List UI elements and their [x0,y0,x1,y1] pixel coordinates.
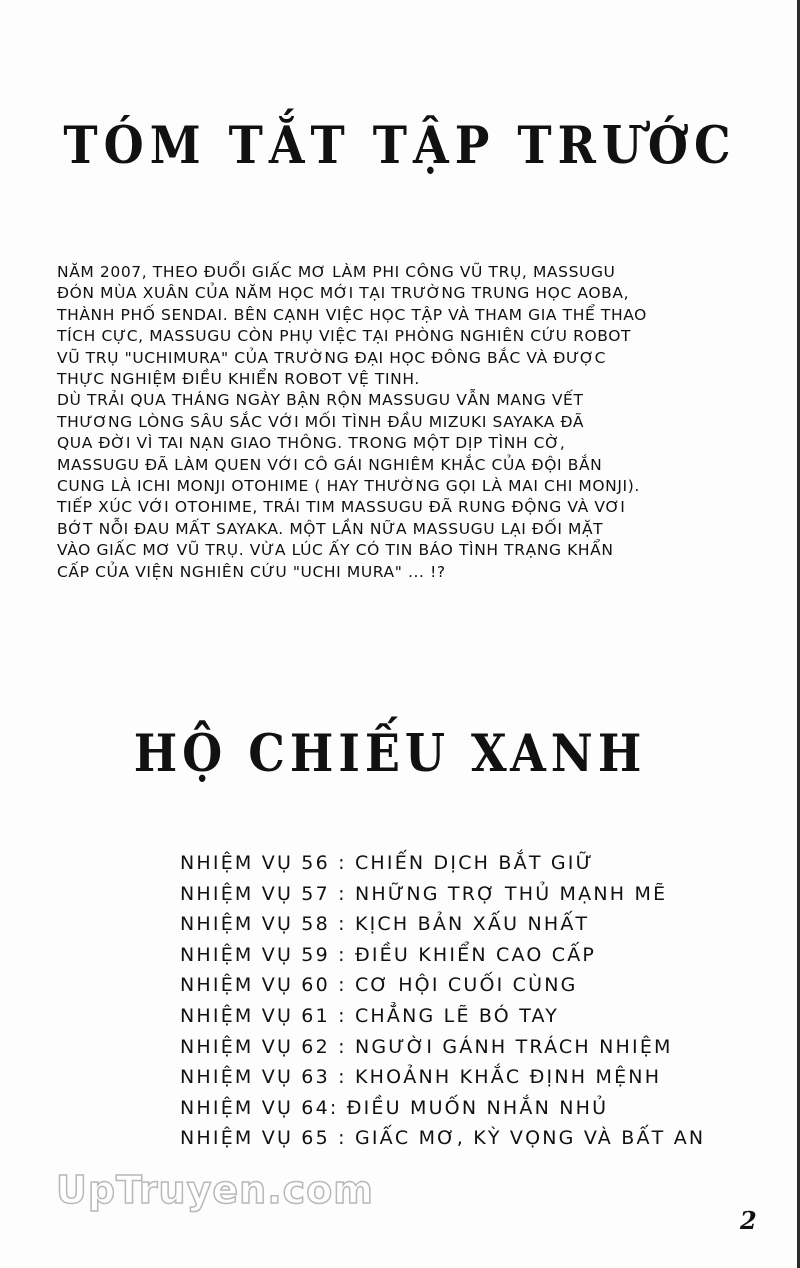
summary-line: THƯƠNG LÒNG SÂU SẮC VỚI MỐI TÌNH ĐẦU MIZUKI SAYAKA ĐÃ [57,412,585,431]
watermark: UpTruyen.com [56,1168,374,1212]
page-number: 2 [740,1206,757,1235]
mission-item: NHIỆM VỤ 64: ĐIỀU MUỐN NHẮN NHỦ [180,1096,609,1119]
summary-line: THỰC NGHIỆM ĐIỀU KHIỂN ROBOT VỆ TINH. [57,370,420,389]
summary-line: QUA ĐỜI VÌ TAI NẠN GIAO THÔNG. TRONG MỘT DỊP TÌNH CỜ, [57,434,566,453]
mission-item: NHIỆM VỤ 61 : CHẲNG LẼ BÓ TAY [180,1004,560,1027]
summary-line: ĐÓN MÙA XUÂN CỦA NĂM HỌC MỚI TẠI TRƯỜNG TRUNG HỌC AOBA, [57,284,630,303]
summary-line: BỚT NỖI ĐAU MẤT SAYAKA. MỘT LẦN NỮA MASSUGU LẠI ĐỐI MẶT [57,519,604,538]
mission-item: NHIỆM VỤ 57 : NHỮNG TRỢ THỦ MẠNH MẼ [180,882,668,905]
mission-item: NHIỆM VỤ 63 : KHOẢNH KHẮC ĐỊNH MỆNH [180,1066,662,1089]
summary-line: VŨ TRỤ "UCHIMURA" CỦA TRƯỜNG ĐẠI HỌC ĐÔNG BẮC VÀ ĐƯỢC [57,348,607,367]
summary-line: VÀO GIẤC MƠ VŨ TRỤ. VỪA LÚC ẤY CÓ TIN BÁO TÌNH TRẠNG KHẨN [57,541,614,560]
mission-list [180,848,780,1154]
mission-item: NHIỆM VỤ 60 : CƠ HỘI CUỐI CÙNG [180,974,578,997]
summary-line: TIẾP XÚC VỚI OTOHIME, TRÁI TIM MASSUGU ĐÃ RUNG ĐỘNG VÀ VƠI [57,498,626,517]
summary-line: DÙ TRẢI QUA THÁNG NGÀY BẬN RỘN MASSUGU VẪN MANG VẾT [57,391,584,410]
mission-item: NHIỆM VỤ 62 : NGƯỜI GÁNH TRÁCH NHIỆM [180,1035,673,1058]
mission-item: NHIỆM VỤ 56 : CHIẾN DỊCH BẮT GIỮ [180,852,595,874]
contents-title: HỘ CHIẾU XANH [133,722,647,784]
mission-item: NHIỆM VỤ 65 : GIẤC MƠ, KỲ VỌNG VÀ BẤT AN [180,1127,706,1150]
summary-line: MASSUGU ĐÃ LÀM QUEN VỚI CÔ GÁI NGHIÊM KHẮC CỦA ĐỘI BẮN [57,455,603,474]
summary-line: THÀNH PHỐ SENDAI. BÊN CẠNH VIỆC HỌC TẬP VÀ THAM GIA THỂ THAO [57,305,647,324]
mission-item: NHIỆM VỤ 59 : ĐIỀU KHIỂN CAO CẤP [180,943,597,966]
mission-item: NHIỆM VỤ 58 : KỊCH BẢN XẤU NHẤT [180,913,590,936]
summary-line: NĂM 2007, THEO ĐUỔI GIẤC MƠ LÀM PHI CÔNG VŨ TRỤ, MASSUGU [57,263,616,281]
summary-text [57,262,797,583]
summary-line: CẤP CỦA VIỆN NGHIÊN CỨU "UCHI MURA" ... !? [57,562,446,581]
summary-title: TÓM TẮT TẬP TRƯỚC [63,114,737,176]
summary-line: CUNG LÀ ICHI MONJI OTOHIME ( HAY THƯỜNG GỌI LÀ MAI CHI MONJI). [57,477,640,496]
summary-line: TÍCH CỰC, MASSUGU CÒN PHỤ VIỆC TẠI PHÒNG NGHIÊN CỨU ROBOT [57,327,632,346]
